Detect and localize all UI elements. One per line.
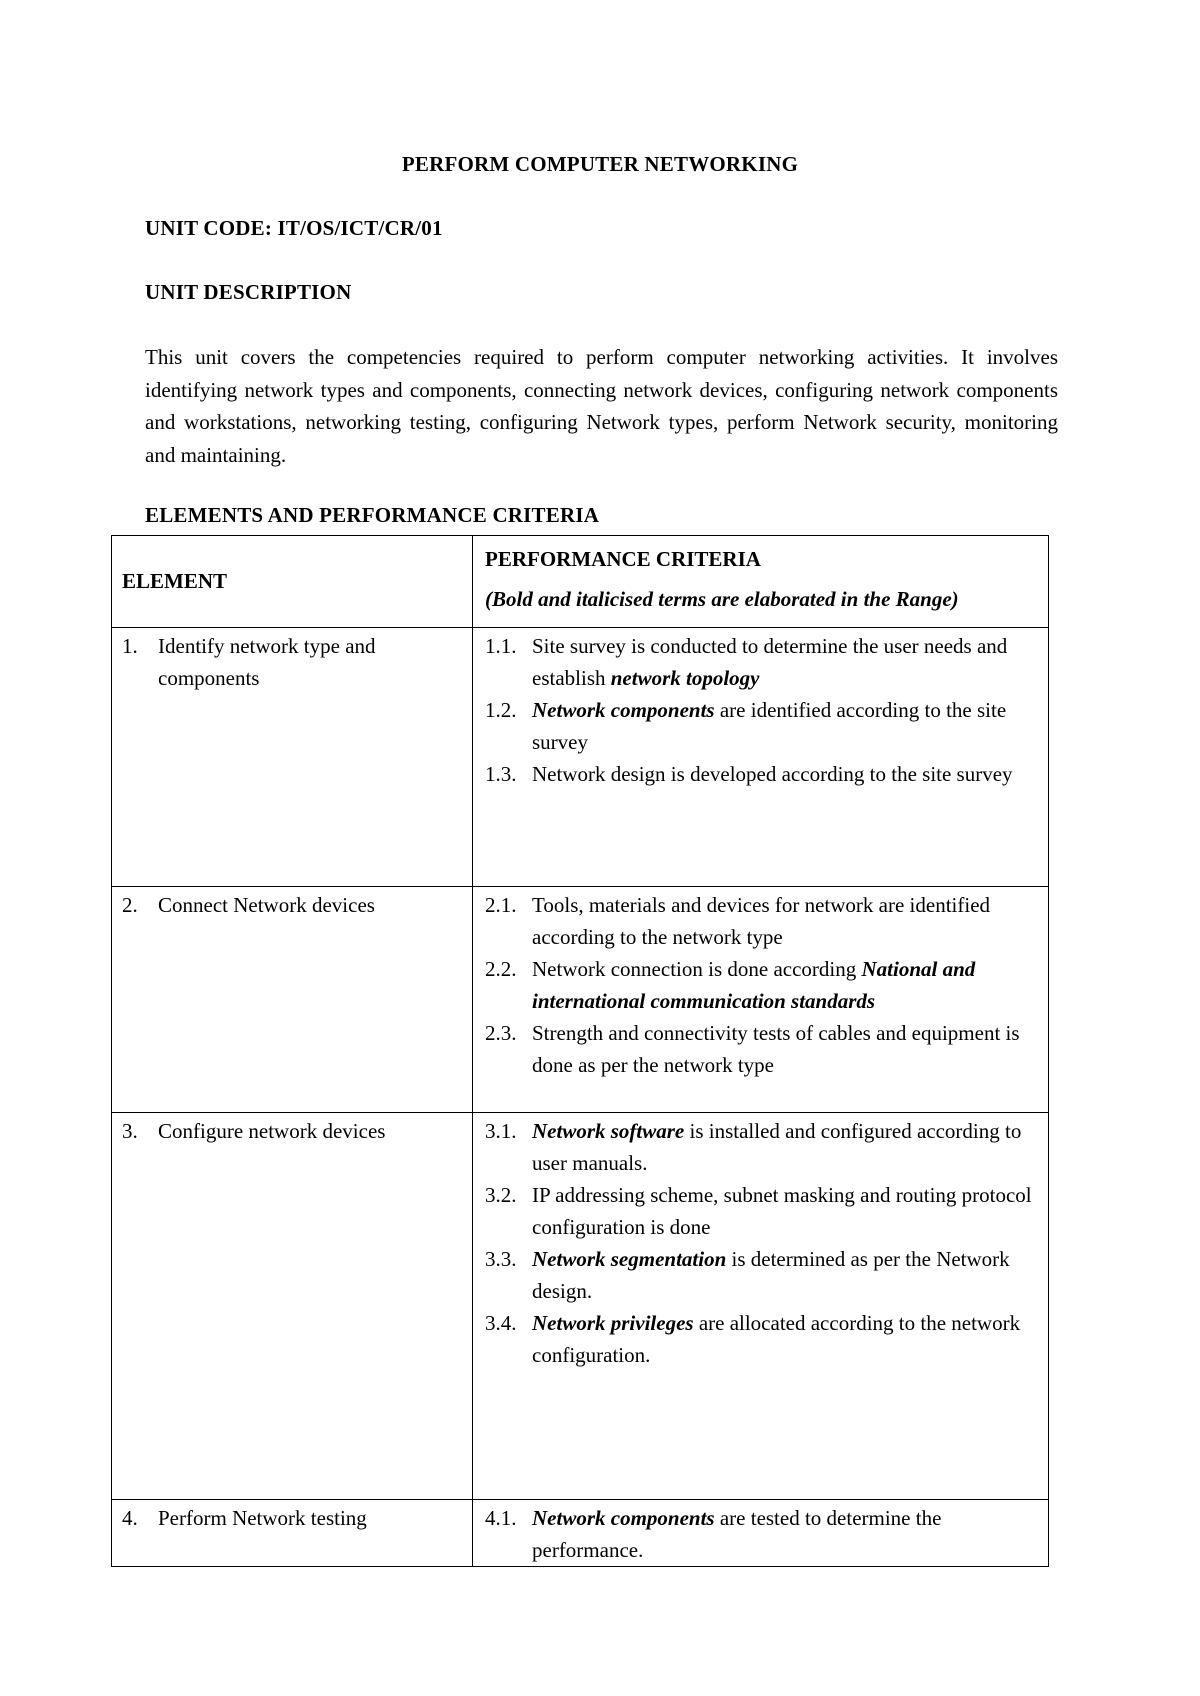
criteria-text: Network design is developed according to the site survey: [532, 762, 1013, 786]
criteria-number: 1.2.: [485, 698, 517, 722]
criteria-number: 2.3.: [485, 1021, 517, 1045]
criteria-item: [485, 1243, 1038, 1307]
criteria-item: [485, 953, 1038, 1017]
criteria-text-tail: are identified according to the site survey: [532, 698, 1007, 754]
table-row: [112, 1113, 1049, 1500]
criteria-text-tail: are allocated according to the network configuration.: [532, 1311, 1021, 1367]
criteria-text: Strength and connectivity tests of cables and equipment is done as per the network type: [532, 1021, 1020, 1077]
header-element: ELEMENT: [112, 536, 473, 628]
element-cell: [112, 887, 473, 1113]
criteria-number: 1.1.: [485, 634, 517, 658]
criteria-item: [485, 1017, 1038, 1081]
range-term: National and international communication standards: [532, 957, 976, 1013]
criteria-text-tail: is determined as per the Network design.: [532, 1247, 1010, 1303]
criteria-item: [485, 1179, 1038, 1243]
range-term: network topology: [610, 666, 760, 690]
element-cell: [112, 1500, 473, 1567]
criteria-number: 1.3.: [485, 762, 517, 786]
header-range-note: (Bold and italicised terms are elaborated in the Range): [485, 587, 959, 611]
element-title: Identify network type and components: [158, 634, 376, 690]
criteria-text: Tools, materials and devices for network are identified according to the network type: [532, 893, 991, 949]
criteria-number: 2.1.: [485, 893, 517, 917]
criteria-item: [485, 694, 1038, 758]
elements-criteria-table: [111, 535, 1049, 1567]
criteria-text-tail: is installed and configured according to user manuals.: [532, 1119, 1022, 1175]
range-term: Network components: [532, 698, 715, 722]
range-term: Network segmentation: [532, 1247, 727, 1271]
table-row: [112, 1500, 1049, 1567]
criteria-item: [485, 630, 1038, 694]
table-row: [112, 887, 1049, 1113]
criteria-text: Site survey is conducted to determine the user needs and establish: [532, 634, 1008, 690]
header-criteria-title: PERFORMANCE CRITERIA: [485, 547, 761, 571]
element-title: Connect Network devices: [158, 893, 375, 917]
criteria-text-tail: are tested to determine the performance.: [532, 1506, 942, 1562]
criteria-number: 3.1.: [485, 1119, 517, 1143]
table-row: [112, 628, 1049, 887]
criteria-cell: [473, 628, 1049, 887]
range-term: Network software: [532, 1119, 685, 1143]
header-performance-criteria: [473, 536, 1049, 628]
criteria-cell: [473, 887, 1049, 1113]
elements-heading: ELEMENTS AND PERFORMANCE CRITERIA: [145, 503, 600, 527]
criteria-number: 2.2.: [485, 957, 517, 981]
criteria-text: IP addressing scheme, subnet masking and routing protocol configuration is done: [532, 1183, 1032, 1239]
unit-description-text: This unit covers the competencies required to perform computer networking activities. It involves identifying network types and components, connecting network devices, configuring network components and workstations, networking testing, configuring Network types, perform Network security, monitoring and maintaining.: [145, 345, 1058, 467]
criteria-number: 3.2.: [485, 1183, 517, 1207]
range-term: Network components: [532, 1506, 715, 1530]
unit-code: UNIT CODE: IT/OS/ICT/CR/01: [145, 216, 443, 240]
criteria-number: 4.1.: [485, 1506, 517, 1530]
criteria-cell: [473, 1500, 1049, 1567]
unit-description-heading: UNIT DESCRIPTION: [145, 280, 352, 304]
criteria-text: Network connection is done according: [532, 957, 862, 981]
table-header-row: [112, 536, 1049, 628]
range-term: Network privileges: [532, 1311, 694, 1335]
element-cell: [112, 1113, 473, 1500]
criteria-number: 3.4.: [485, 1311, 517, 1335]
criteria-item: [485, 1115, 1038, 1179]
criteria-item: [485, 889, 1038, 953]
element-number: 3.: [122, 1119, 138, 1143]
element-number: 4.: [122, 1506, 138, 1530]
element-title: Configure network devices: [158, 1119, 386, 1143]
element-cell: [112, 628, 473, 887]
element-number: 2.: [122, 893, 138, 917]
criteria-number: 3.3.: [485, 1247, 517, 1271]
criteria-item: [485, 1307, 1038, 1371]
criteria-item: [485, 1502, 1038, 1566]
criteria-cell: [473, 1113, 1049, 1500]
element-number: 1.: [122, 634, 138, 658]
criteria-item: [485, 758, 1038, 790]
document-title: PERFORM COMPUTER NETWORKING: [401, 152, 799, 176]
element-title: Perform Network testing: [158, 1506, 367, 1530]
